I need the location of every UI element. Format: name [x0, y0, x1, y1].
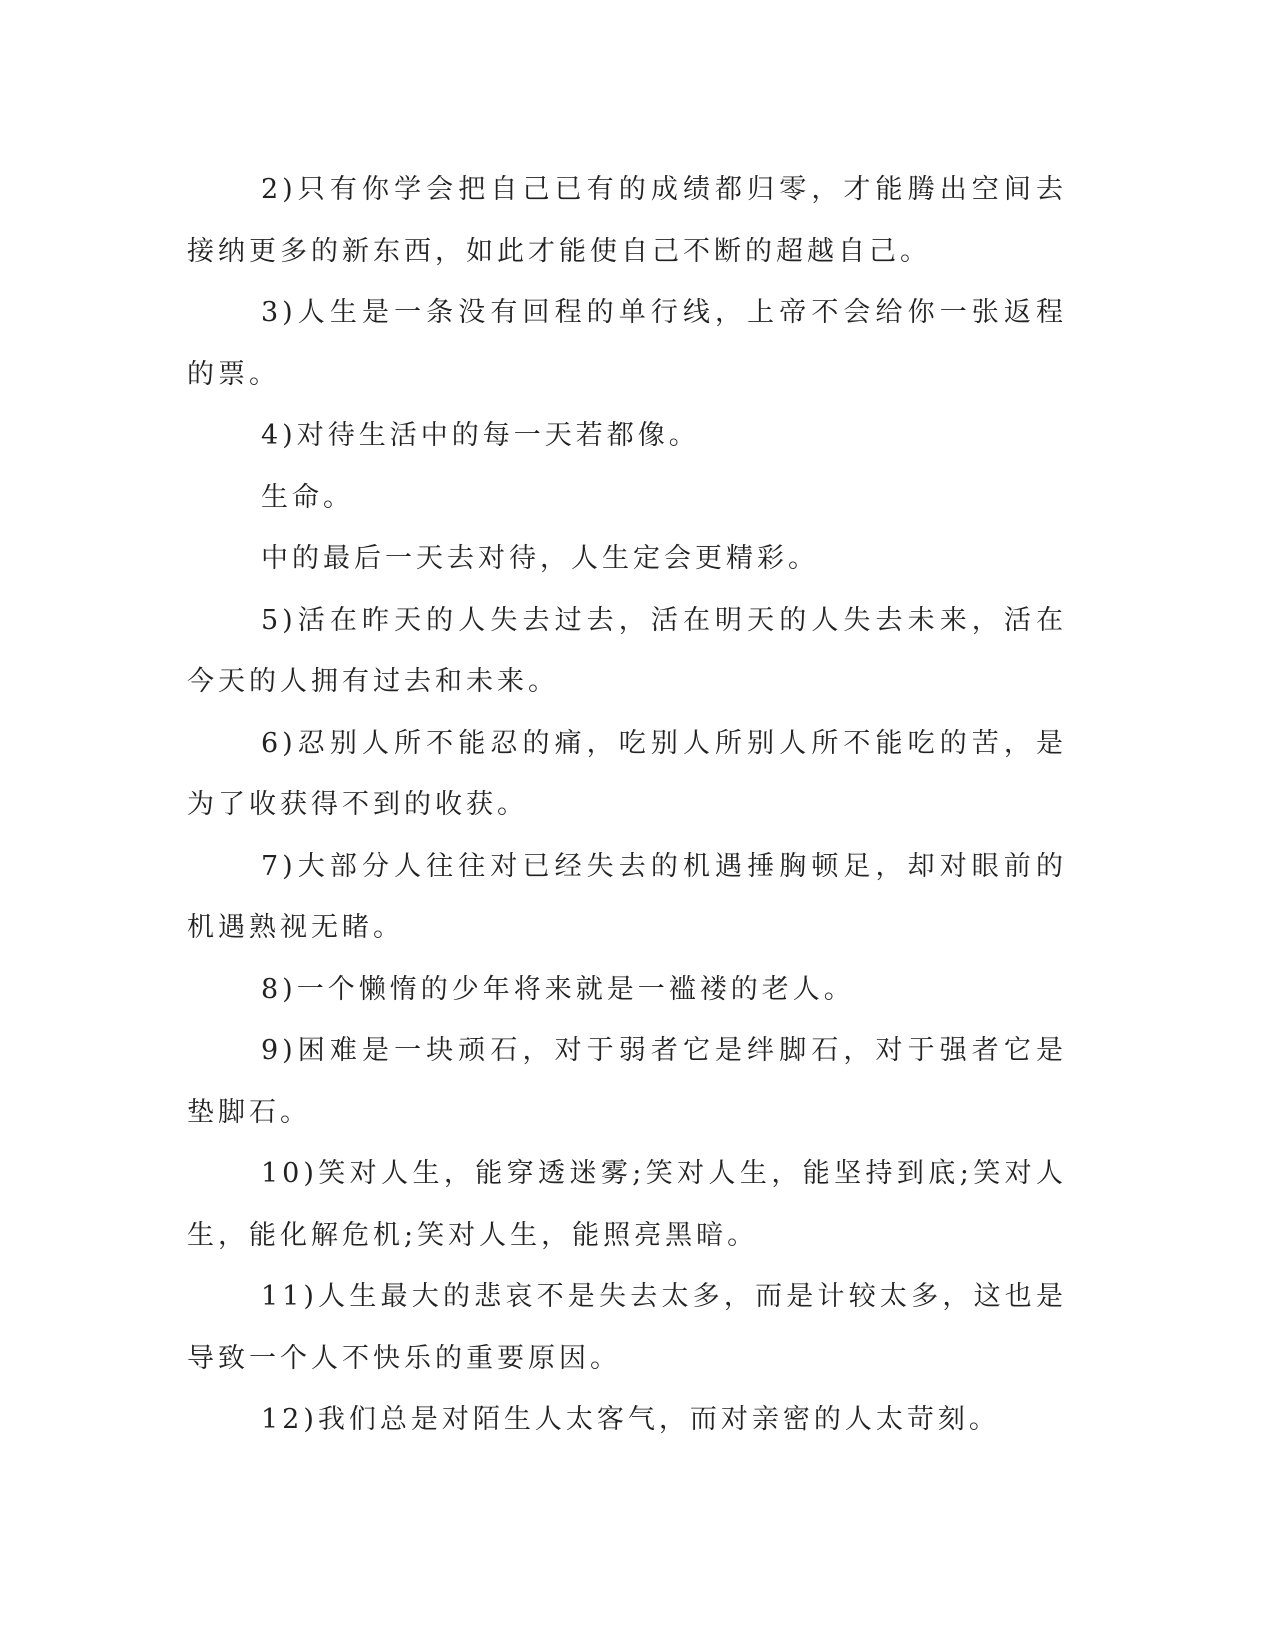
paragraph-6: 6)忍别人所不能忍的痛，吃别人所别人所不能吃的苦，是为了收获得不到的收获。: [187, 727, 1067, 820]
paragraph-10: 10)笑对人生，能穿透迷雾;笑对人生，能坚持到底;笑对人生，能化解危机;笑对人生，能照亮黑暗。: [187, 1158, 1067, 1251]
document-body: [187, 159, 1067, 1451]
paragraph-9: 9)困难是一块顽石，对于弱者它是绊脚石，对于强者它是垫脚石。: [187, 1035, 1067, 1128]
paragraph-8: 8)一个懒惰的少年将来就是一褴褛的老人。: [261, 973, 855, 1005]
paragraph-7: 7)大部分人往往对已经失去的机遇捶胸顿足，却对眼前的机遇熟视无睹。: [187, 850, 1067, 943]
paragraph-5: 5)活在昨天的人失去过去，活在明天的人失去未来，活在今天的人拥有过去和未来。: [187, 604, 1067, 697]
paragraph-3: 3)人生是一条没有回程的单行线，上帝不会给你一张返程的票。: [187, 297, 1067, 390]
paragraph-4-continued-1: 生命。: [261, 481, 354, 513]
paragraph-11: 11)人生最大的悲哀不是失去太多，而是计较太多，这也是导致一个人不快乐的重要原因。: [187, 1281, 1067, 1374]
paragraph-4: 4)对待生活中的每一天若都像。: [261, 420, 700, 451]
paragraph-12: 12)我们总是对陌生人太客气，而对亲密的人太苛刻。: [261, 1404, 1000, 1435]
paragraph-4-continued-2: 中的最后一天去对待，人生定会更精彩。: [261, 543, 819, 574]
paragraph-2: 2)只有你学会把自己已有的成绩都归零，才能腾出空间去接纳更多的新东西，如此才能使自己不断的超越自己。: [187, 174, 1067, 267]
